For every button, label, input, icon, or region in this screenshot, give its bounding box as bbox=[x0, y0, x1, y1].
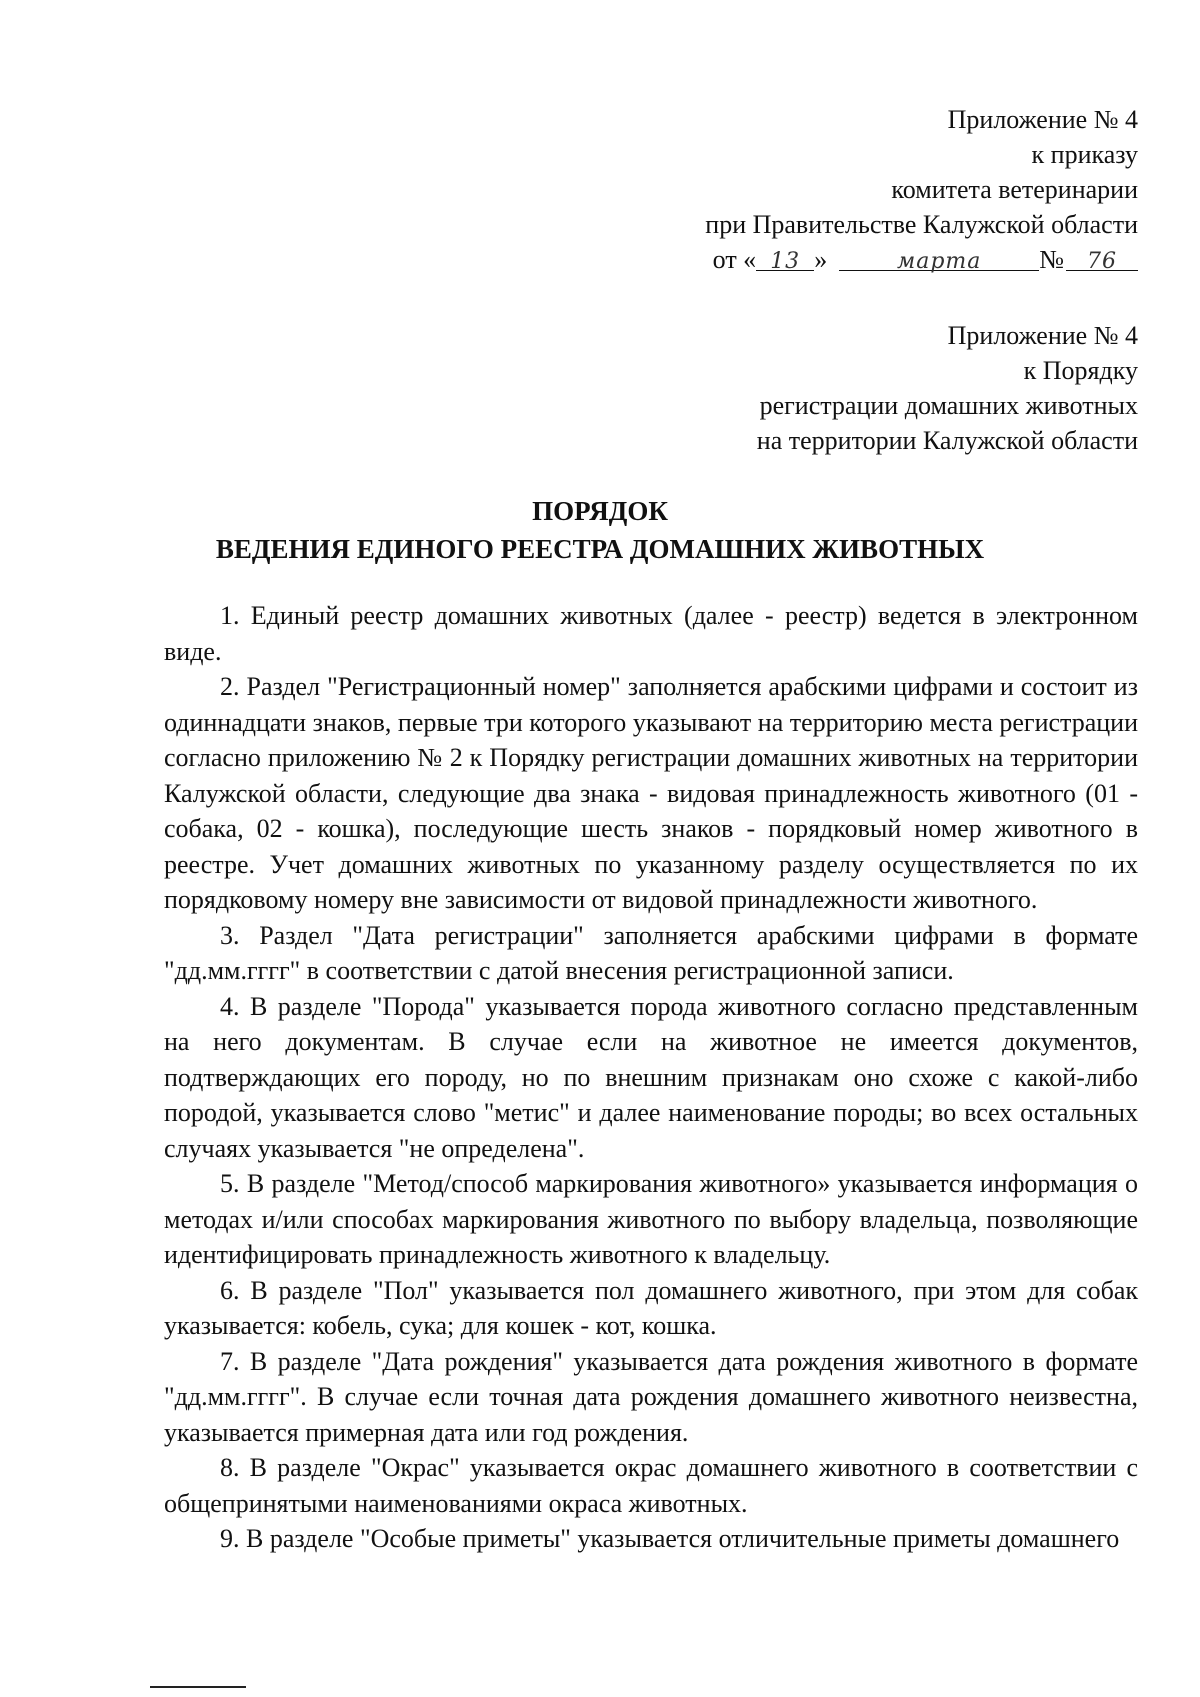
paragraph-7: 7. В разделе "Дата рождения" указывается дата рождения животного в формате "дд.мм.гггг". В случае если точная дата рождения домашнего животного неизвестна, указывается примерная дата или год рождения. bbox=[164, 1346, 1138, 1447]
footnote-divider bbox=[150, 1686, 246, 1688]
number-label: № bbox=[1039, 245, 1064, 274]
number-blank bbox=[1066, 242, 1138, 274]
appendix-order-line3: комитета ветеринарии bbox=[891, 175, 1138, 204]
appendix-order-line1: Приложение № 4 bbox=[947, 105, 1138, 134]
paragraph-9: 9. В разделе "Особые приметы" указывается отличительные приметы домашнего bbox=[220, 1524, 1120, 1553]
month-blank bbox=[839, 242, 1039, 274]
paragraph-8: 8. В разделе "Окрас" указывается окрас домашнего животного в соответствии с общепринятыми наименованиями окраса животных. bbox=[164, 1453, 1138, 1518]
handwritten-number: 76 bbox=[1087, 249, 1117, 274]
paragraph-4: 4. В разделе "Порода" указывается порода животного согласно представленным на него документам. В случае если на животное не имеется документов, подтверждающих его породу, но по внешним признакам оно схоже с какой-либо породой, указывается слово "метис" и далее наименование породы; во всех остальных случаях указывается "не определена". bbox=[164, 991, 1138, 1163]
date-mid: » bbox=[814, 245, 828, 274]
appendix-procedure-line2: к Порядку bbox=[1023, 356, 1138, 385]
document-title bbox=[0, 492, 1200, 568]
title-line1: ПОРЯДОК bbox=[532, 496, 668, 526]
appendix-procedure-header bbox=[757, 318, 1138, 458]
day-blank bbox=[756, 242, 814, 274]
appendix-procedure-line1: Приложение № 4 bbox=[947, 321, 1138, 350]
date-prefix: от « bbox=[712, 245, 757, 274]
title-line2: ВЕДЕНИЯ ЕДИНОГО РЕЕСТРА ДОМАШНИХ ЖИВОТНЫХ bbox=[215, 534, 985, 564]
appendix-order-line2: к приказу bbox=[1031, 140, 1138, 169]
appendix-order-header bbox=[705, 102, 1138, 277]
appendix-order-line4: при Правительстве Калужской области bbox=[705, 210, 1138, 239]
appendix-procedure-line4: на территории Калужской области bbox=[756, 426, 1138, 455]
paragraph-2: 2. Раздел "Регистрационный номер" заполняется арабскими цифрами и состоит из одиннадцати знаков, первые три которого указывают на территорию места регистрации согласно приложению № 2 к Порядку регистрации домашних животных на территории Калужской области, следующие два знака - видовая принадлежность животного (01 - собака, 02 - кошка), последующие шесть знаков - порядковый номер животного в реестре. Учет домашних животных по указанному разделу осуществляется по их порядковому номеру вне зависимости от видовой принадлежности животного. bbox=[164, 672, 1138, 914]
appendix-procedure-line3: регистрации домашних животных bbox=[759, 391, 1138, 420]
paragraph-1: 1. Единый реестр домашних животных (далее - реестр) ведется в электронном виде. bbox=[164, 601, 1138, 666]
handwritten-month: марта bbox=[896, 249, 982, 274]
paragraph-5: 5. В разделе "Метод/способ маркирования животного» указывается информация о методах и/или способах маркирования животного по выбору владельца, позволяющие идентифицировать принадлежность животного к владельцу. bbox=[164, 1169, 1138, 1269]
paragraph-3: 3. Раздел "Дата регистрации" заполняется арабскими цифрами в формате "дд.мм.гггг" в соответствии с датой внесения регистрационной записи. bbox=[164, 920, 1138, 985]
paragraph-6: 6. В разделе "Пол" указывается пол домашнего животного, при этом для собак указывается: кобель, сука; для кошек - кот, кошка. bbox=[164, 1275, 1138, 1340]
document-body bbox=[164, 598, 1138, 1557]
handwritten-day: 13 bbox=[770, 249, 801, 274]
order-date-line bbox=[705, 242, 1138, 277]
